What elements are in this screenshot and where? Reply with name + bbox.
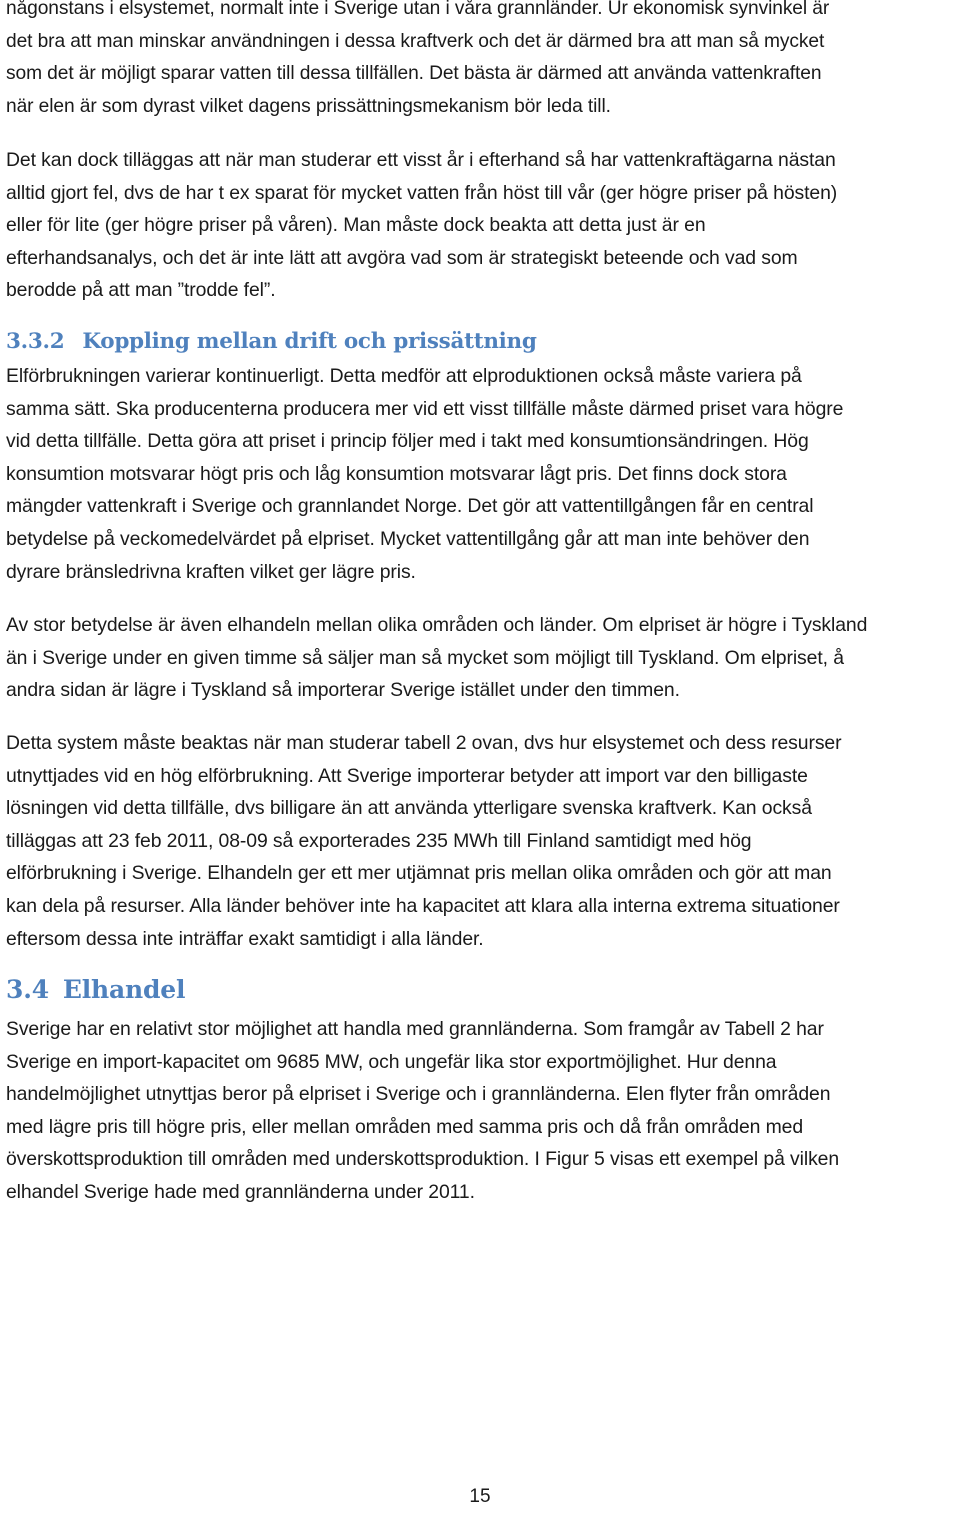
page-number: 15 xyxy=(469,1486,491,1507)
paragraph-hydropower-saving: någonstans i elsystemet, normalt inte i Sverige utan i våra grannländer. Ur ekonomisk synvinkel är det bra att man minskar användningen i dessa kraftverk och det är därmed bra att man så mycket som det är möjligt sparar vatten till dessa tillfällen. Det bästa är därmed att använda vattenkraften när elen är som dyrast vilket dagens prissättningsmekanism bör leda till. xyxy=(6,0,830,117)
section-title: Koppling mellan drift och prissättning xyxy=(82,329,537,354)
paragraph-trade-importance: Av stor betydelse är även elhandeln mellan olika områden och länder. Om elpriset är högre i Tyskland än i Sverige under en given timme så säljer man så mycket som möjligt till Tyskland. Om elpriset, å andra sidan är lägre i Tyskland så importerar Sverige istället under den timmen. xyxy=(6,614,868,702)
section-heading-3-4 xyxy=(6,975,185,1004)
paragraph-hindsight-analysis: Det kan dock tilläggas att när man studerar ett visst år i efterhand så har vattenkraftägarna nästan alltid gjort fel, dvs de har t ex sparat för mycket vatten från höst till vår (ger högre priser på hösten) eller för lite (ger högre priser på våren). Man måste dock beakta att detta just är en efterhandsanalys, och det är inte lätt att avgöra vad som är strategiskt beteende och vad som berodde på att man ”trodde fel”. xyxy=(6,149,838,302)
section-number: 3.3.2 xyxy=(6,329,65,354)
paragraph-consumption-variation: Elförbrukningen varierar kontinuerligt. Detta medför att elproduktionen också måste variera på samma sätt. Ska producenterna producera mer vid ett visst tillfälle måste därmed priset vara högre vid detta tillfälle. Detta göra att priset i princip följer med i takt med konsumtionsändringen. Hög konsumtion motsvarar högt pris och låg konsumtion motsvarar lågt pris. Det finns dock stora mängder vattenkraft i Sverige och grannlandet Norge. Det gör att vattentillgången får en central betydelse på veckomedelvärdet på elpriset. Mycket vattentillgång går att man inte behöver den dyrare bränsledrivna kraften vilket ger lägre pris. xyxy=(6,365,844,583)
paragraph-trade-capacity: Sverige har en relativt stor möjlighet att handla med grannländerna. Som framgår av Tabell 2 har Sverige en import-kapacitet om 9685 MW, och ungefär lika stor exportmöjlighet. Hur denna handelmöjlighet utnyttjas beror på elpriset i Sverige och i grannländerna. Elen flyter från områden med lägre pris till högre pris, eller mellan områden med samma pris och då från områden med överskottsproduktion till områden med underskottsproduktion. I Figur 5 visas ett exempel på vilken elhandel Sverige hade med grannländerna under 2011. xyxy=(6,1018,840,1203)
section-number: 3.4 xyxy=(6,975,49,1004)
section-heading-3-3-2 xyxy=(6,329,537,354)
section-title: Elhandel xyxy=(62,975,186,1004)
paragraph-system-consideration: Detta system måste beaktas när man studerar tabell 2 ovan, dvs hur elsystemet och dess resurser utnyttjades vid en hög elförbrukning. Att Sverige importerar betyder att import var den billigaste lösningen vid detta tillfälle, dvs billigare än att använda ytterligare svenska kraftverk. Kan också tilläggas att 23 feb 2011, 08-09 så exporterades 235 MWh till Finland samtidigt med hög elförbrukning i Sverige. Elhandeln ger ett mer utjämnat pris mellan olika områden och gör att man kan dela på resurser. Alla länder behöver inte ha kapacitet att klara alla interna extrema situationer eftersom dessa inte inträffar exakt samtidigt i alla länder. xyxy=(6,732,842,950)
